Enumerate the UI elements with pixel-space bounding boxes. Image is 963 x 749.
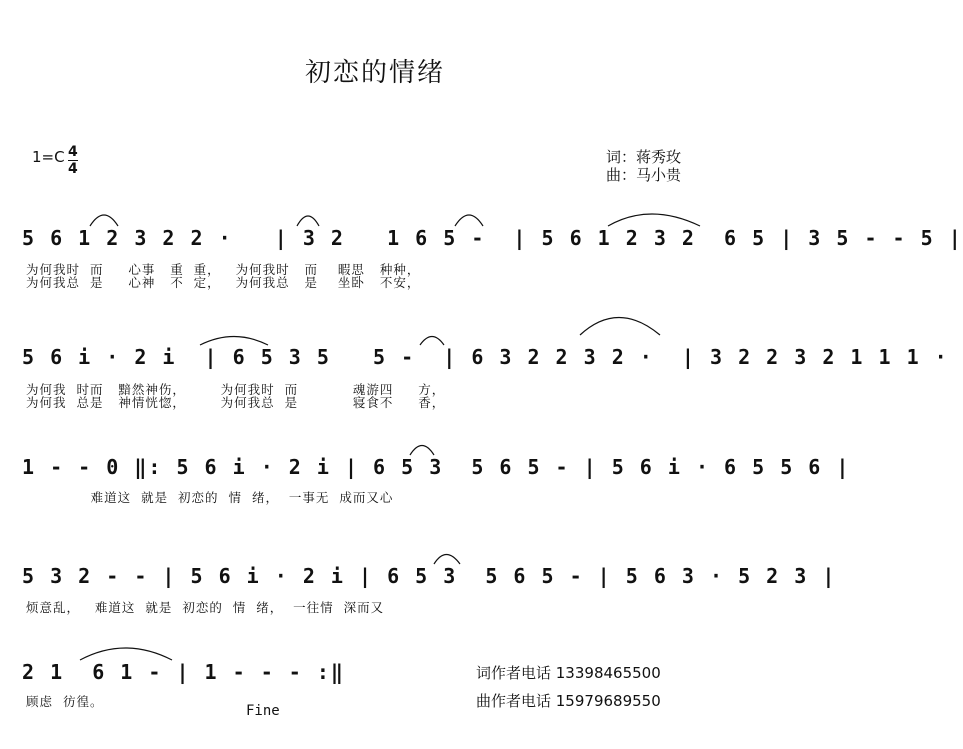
fine-marking: Fine [246, 703, 280, 719]
time-sig-numerator: 4 [68, 144, 78, 160]
slur-mark [608, 214, 700, 226]
composer-phone: 曲作者电话 15979689550 [476, 692, 661, 710]
score-row-1-lyrics-1: 为何我时 而 心事 重 重， 为何我时 而 暇思 种种， [26, 262, 421, 277]
slur-mark [80, 648, 172, 660]
slur-mark [200, 337, 268, 346]
score-row-2-lyrics-2: 为何我 总是 神情恍惚， 为何我总 是 寝食不 香， [26, 395, 446, 410]
score-row-3-lyrics: 难道这 就是 初恋的 情 绪， 一事无 成而又心 [26, 490, 394, 505]
composer-credit: 曲：马小贵 [606, 166, 682, 184]
page-title: 初恋的情绪 [304, 58, 445, 88]
score-row-1-notes: 5 6 1 2 3 2 2 · | 3 2 1 6 5 - | 5 6 1 2 3 2 6 5 | 3 5 - - 5 | [22, 226, 963, 250]
time-sig-denominator: 4 [68, 161, 78, 177]
slur-mark [580, 318, 660, 336]
score-row-4-notes: 5 3 2 - - | 5 6 i · 2 i | 6 5 3 5 6 5 - | 5 6 3 · 5 2 3 | [22, 564, 837, 588]
slur-mark [410, 446, 434, 456]
score-row-2-lyrics-1: 为何我 时而 黯然神伤， 为何我时 而 魂游四 方， [26, 382, 446, 397]
slur-mark [297, 216, 319, 226]
score-row-4-lyrics: 烦意乱， 难道这 就是 初恋的 情 绪， 一往情 深而又 [26, 600, 385, 615]
key-signature: 1=C [32, 148, 65, 166]
score-row-5-lyrics: 顾虑 彷徨。 [26, 694, 104, 709]
lyricist-phone: 词作者电话 13398465500 [476, 664, 661, 682]
lyricist-credit: 词：蒋秀玫 [606, 148, 682, 166]
score-row-2-notes: 5 6 i · 2 i | 6 5 3 5 5 - | 6 3 2 2 3 2 · | 3 2 2 3 2 1 1 1 · [22, 345, 949, 369]
score-row-1-lyrics-2: 为何我总 是 心神 不 定， 为何我总 是 坐卧 不安， [26, 275, 421, 290]
slur-mark [434, 555, 460, 565]
slur-mark [455, 215, 483, 226]
score-row-3-notes: 1 - - 0 ‖: 5 6 i · 2 i | 6 5 3 5 6 5 - | 5 6 i · 6 5 5 6 | [22, 455, 851, 479]
slur-mark [90, 215, 118, 226]
score-row-5-notes: 2 1 6 1 - | 1 - - - :‖ [22, 660, 345, 684]
slur-mark [420, 337, 444, 346]
